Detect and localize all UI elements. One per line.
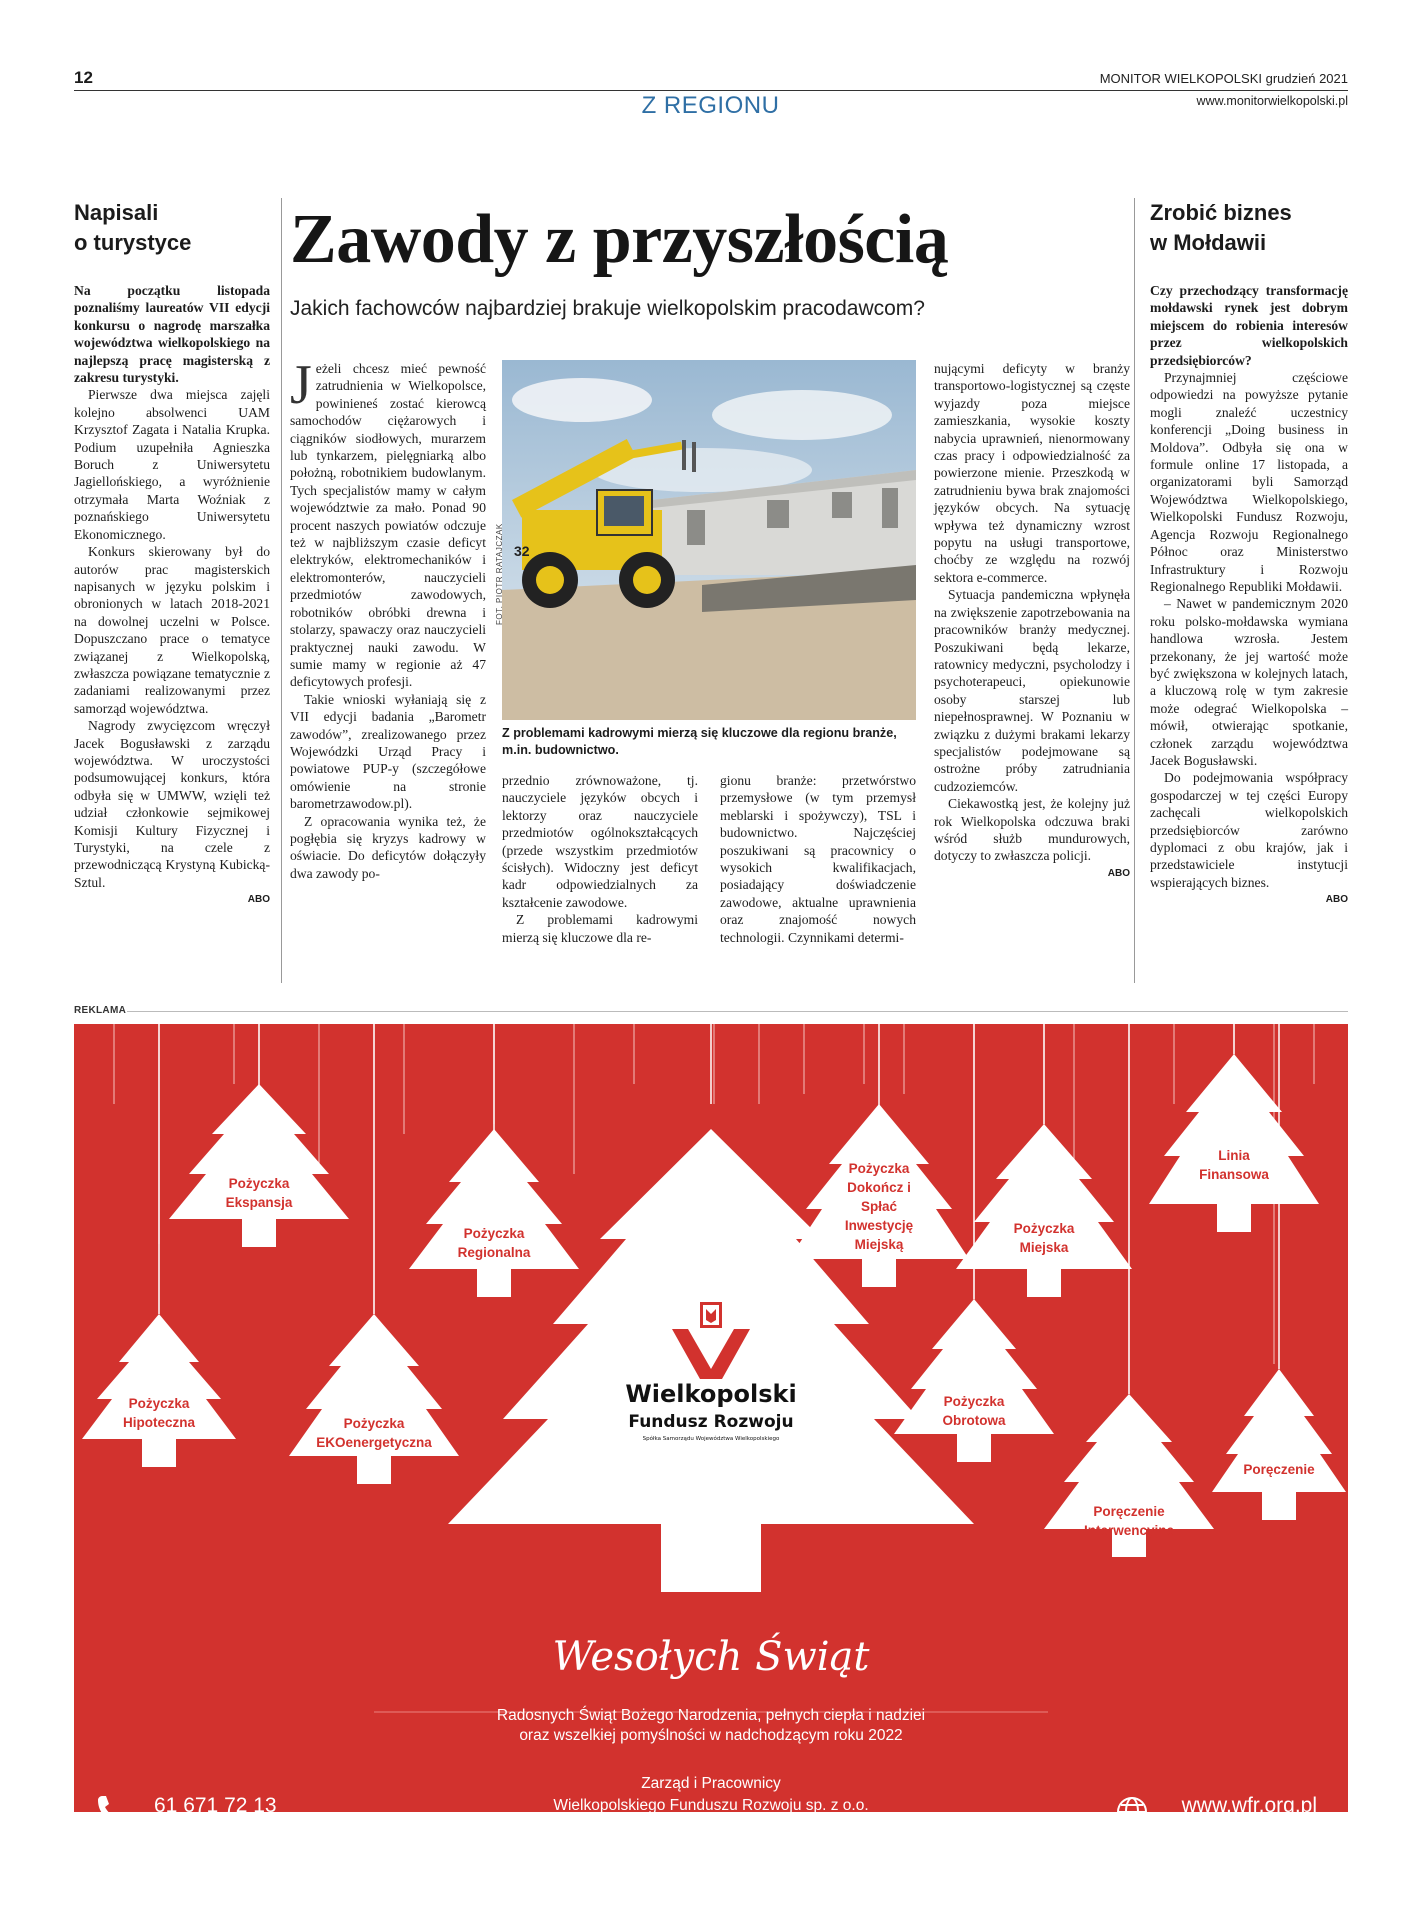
header-rule [74, 90, 1348, 91]
main-deck: Jakich fachowców najbardziej brakuje wielkopolskim pracodawcom? [290, 297, 925, 320]
main-column-1: J eżeli chcesz mieć pewność zatrudnienia w Wielkopolsce, powinieneś zostać kierowcą samochodów ciężarowych i ciągników siodłowych, murarzem lub tynkarzem, pielęgniarką albo położną, robotnikiem budowlanym. Tych specjalistów mamy w całym województwie za mało. Ponad 90 procent naszych powiatów odczuje też w najbliższym czasie deficyt elektryków, elektromechaników i elektromonterów, nauczycieli przedmiotów zawodowych, robotników obróbki drewna i stolarzy, spawaczy oraz nauczycieli praktycznej nauki zawodu. W sumie mamy w regionie aż 47 deficytowych profesji. Takie wnioski wyłaniają się z VII edycji badania „Barometr zawodów”, zrealizowanego przez Wojewódzki Urząd Pracy i powiatowe PUP-y (szczegółowe omówienie na stronie barometrzawodow.pl). Z opracowania wynika też, że pogłębia się kryzys kadrowy w oświacie. Do deficytów dołączyły dwa zawody po- [290, 354, 486, 881]
publication-name: MONITOR WIELKOPOLSKI grudzień 2021 [1099, 71, 1348, 86]
advert-rule [127, 1011, 1348, 1012]
greeting-line-2: oraz wszelkiej pomyślności w nadchodzącym roku 2022 [519, 1727, 903, 1744]
left-article-signature: ABO [247, 894, 270, 906]
svg-text:32: 32 [514, 543, 530, 559]
right-article-lead: Czy przechodzący transformację mołdawski rynek jest dobrym miejscem do robienia interesów przez wielkopolskich przedsiębiorców? [1150, 283, 1348, 368]
logo-subname: Fundusz Rozwoju [628, 1412, 794, 1432]
advert-phone[interactable]: 61 671 72 13 [154, 1794, 277, 1817]
tree-label-linia: Linia Finansowa [1199, 1148, 1269, 1182]
greeting-line-1: Radosnych Świąt Bożego Narodzenia, pełnych ciepła i nadziei [496, 1707, 926, 1724]
right-article-body: Przynajmniej częściowe odpowiedzi na powyższe pytanie mogli znaleźć uczestnicy konferencji „Doing business in Moldova”. Odbyła się ona w formule online 17 listopada, a organizatorami byli Samorząd Województwa Wielkopolskiego, Wielkopolski Fundusz Rozwoju, Agencja Rozwoju Regionalnego Północ oraz Ministerstwo Infrastruktury i Rozwoju Regionalnego Republiki Mołdawii. – Nawet w pandemicznym 2020 roku polsko-mołdawska wymiana handlowa wzrosła. Jestem przekonany, że jej wartość może być zwiększona w kolejnych latach, a kluczową rolę w tym zakresie może odegrać Wielkopolska – mówił, otwierając spotkanie, członek zarządu województwa Jacek Bogusławski. Do podejmowania współpracy gospodarczej w tej części Europy zachęcali wielkopolskich przedsiębiorców zarówno dyplomaci z obu krajów, jak i przedstawiciele instytucji wspierających biznes. ABO [1150, 370, 1348, 906]
wishes-heading: Wesołych Świąt [552, 1634, 870, 1680]
right-article-signature: ABO [1325, 894, 1348, 906]
main-article-signature: ABO [1107, 867, 1130, 879]
main-column-4: nującymi deficyty w branży transportowo-logistycznej są częste wyjazdy poza miejsce zamieszkania, wysokie koszty nabycia uprawnień, nienormowany czas pracy i odpowiedzialność za powierzone mienie. Przeszkodą w zatrudnieniu bywa brak znajomości języków obcych. Na sytuację wpływa też dynamiczny wzrost popytu na usługi transportowe, choćby ze względu na rozwój sektora e-commerce. Sytuacja pandemiczna wpłynęła na zwiększenie zapotrzebowania na pracowników branży medycznej. Poszukiwani będą lekarze, ratownicy medyczni, psycholodzy i psychoterapeuci, opiekunowie osoby starszej lub niepełnosprawnej. W Poznaniu w związku z dużymi brakami lekarzy specjalistów podejmowane są ostrożne próby zatrudniania cudzoziemców. Ciekawostką jest, że kolejny już rok Wielkopolska odczuwa braki wśród służb mundurowych, dotyczy to zwłaszcza policji. ABO [934, 361, 1130, 879]
tree-label-interwencyjne: Poręczenie Interwencyjne [1083, 1504, 1175, 1538]
dropcap: J [290, 354, 312, 416]
tree-label-dokoncz: Pożyczka Dokończ i Spłać Inwestycję Miejską [844, 1161, 914, 1252]
from-line-2: Wielkopolskiego Funduszu Rozwoju sp. z o.o. [553, 1797, 869, 1812]
tree-label-regionalna: Pożyczka Regionalna [457, 1226, 531, 1260]
publication-website[interactable]: www.monitorwielkopolski.pl [1196, 94, 1348, 108]
left-article [74, 198, 270, 905]
advert-website[interactable]: www.wfr.org.pl [1181, 1794, 1317, 1817]
tree-label-poreczenie: Poręczenie [1243, 1462, 1315, 1477]
left-article-title: Napisali o turystyce [74, 200, 192, 255]
column-rule [1134, 198, 1135, 983]
photo-credit: FOT. PIOTR RATAJCZAK [495, 523, 504, 625]
page-number: 12 [74, 68, 93, 87]
tree-label-miejska: Pożyczka Miejska [1013, 1221, 1075, 1255]
section-title: Z REGIONU [641, 92, 780, 119]
main-column-3: gionu branże: przetwórstwo przemysłowe (w tym przemysł meblarski i spożywczy), TSL i budownictwo. Najczęściej poszukiwani są pracownicy o wysokich kwalifikacjach, posiadający doświadczenie zawodowe, aktualne uprawnienia oraz znajomość nowych technologii. Czynnikami determi- [720, 773, 916, 945]
column-rule [281, 198, 282, 983]
logo-name: Wielkopolski [625, 1380, 797, 1408]
tree-label-hipoteczna: Pożyczka Hipoteczna [122, 1396, 195, 1430]
construction-photo [502, 360, 916, 720]
tree-label-obrotowa: Pożyczka Obrotowa [942, 1394, 1006, 1428]
main-column-2: przednio zrównoważone, tj. nauczyciele języków obcych i lektorzy oraz nauczyciele przedmiotów ogólnokształcących (przede wszystkim przedmiotów ścisłych). Widoczny jest deficyt kadr odpowiedzialnych za kształcenie zawodowe. Z problemami kadrowymi mierzą się kluczowe dla re- [502, 773, 698, 945]
logo-tagline: Spółka Samorządu Województwa Wielkopolskiego [642, 1436, 780, 1442]
left-article-lead: Na początku listopada poznaliśmy laureatów VII edycji konkursu o nagrodę marszałka województwa wielkopolskiego na najlepszą pracę magisterską z zakresu turystyki. [74, 283, 270, 386]
right-article [1150, 198, 1348, 905]
advert-label: REKLAMA [74, 1005, 127, 1016]
from-line-1: Zarząd i Pracownicy [641, 1775, 781, 1792]
right-article-title: Zrobić biznes w Mołdawii [1150, 200, 1292, 255]
christmas-advert [74, 1024, 1348, 1812]
tree-label-eko: Pożyczka EKOenergetyczna [316, 1416, 432, 1450]
tree-label-ekspansja: Pożyczka Ekspansja [225, 1176, 293, 1210]
main-headline: Zawody z przyszłością [290, 201, 949, 278]
left-article-body: Pierwsze dwa miejsca zajęli kolejno absolwenci UAM Krzysztof Zagata i Natalia Krupka. Podium uzupełniła Agnieszka Boruch z Uniwersytetu Jagiellońskiego, a wyróżnienie otrzymała Marta Woźniak z poznańskiego Uniwersytetu Ekonomicznego. Konkurs skierowany był do autorów prac magisterskich napisanych w języku polskim i obronionych w latach 2018-2021 na dowolnej uczelni w Polsce. Dopuszczano prace o tematyce związanej z Wielkopolską, zwłaszcza powiązane tematycznie z zadaniami realizowanymi przez samorząd województwa. Nagrody zwycięzcom wręczył Jacek Bogusławski z zarządu województwa. W uroczystości podsumowującej konkurs, która odbyła się w UMWW, wzięli też udział członkowie sejmikowej Komisji Kultury Fizycznej i Turystyki, na czele z przewodniczącą Krystyną Kubicką-Sztul. ABO [74, 387, 270, 906]
photo-caption: Z problemami kadrowymi mierzą się kluczowe dla regionu branże, m.in. budownictwo. [502, 726, 897, 757]
